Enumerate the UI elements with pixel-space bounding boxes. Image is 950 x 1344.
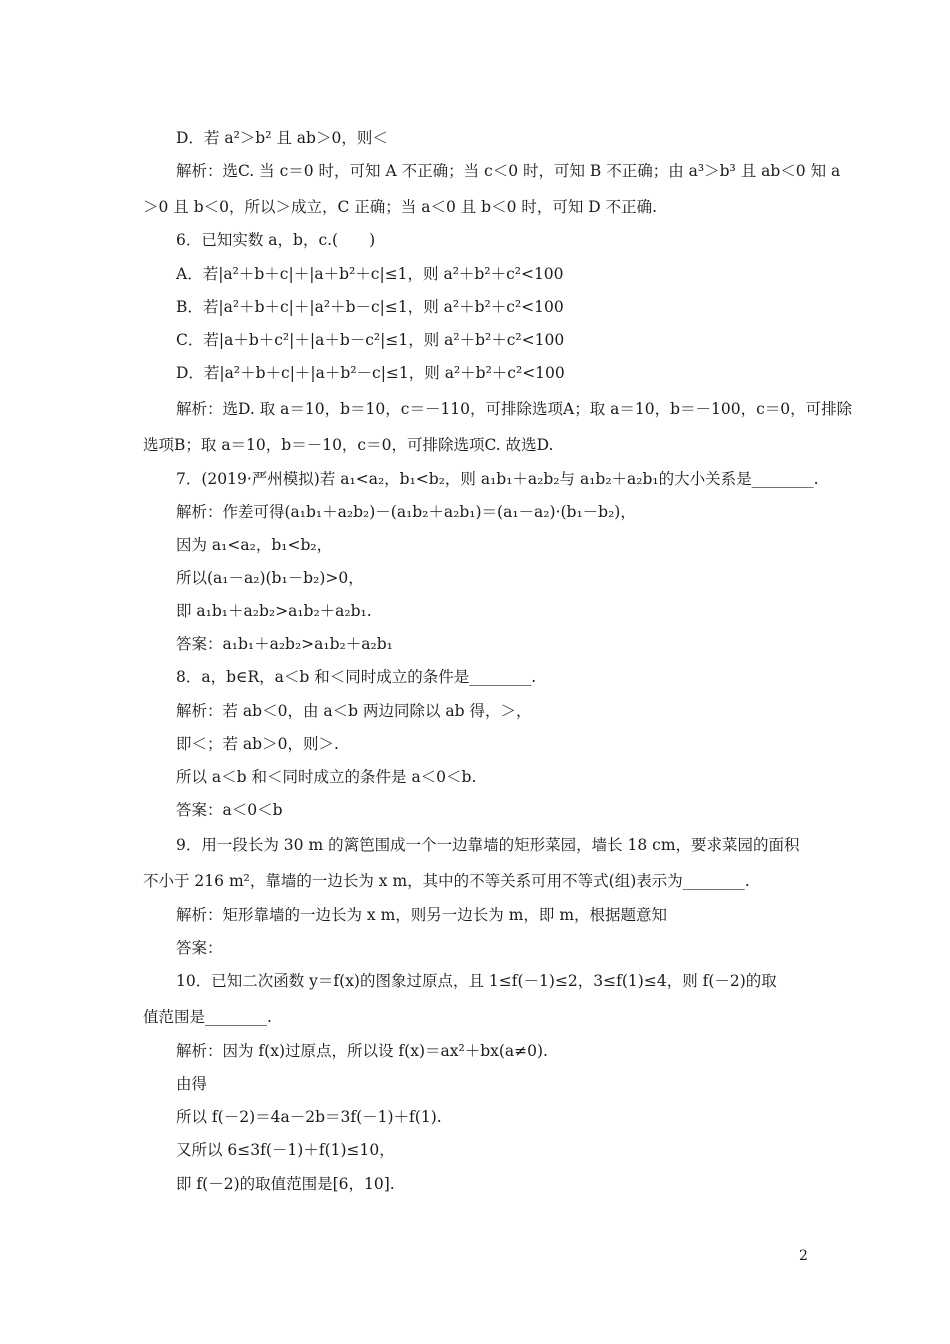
text-line: ＞0 且 b＜0，所以＞成立，C 正确；当 a＜0 且 b＜0 时，可知 D 不正确. (143, 198, 658, 216)
text-line: 解析：选C. 当 c＝0 时，可知 A 不正确；当 c＜0 时，可知 B 不正确；由 a³＞b³ 且 ab＜0 知 a (176, 162, 841, 180)
text-line: 选项B；取 a＝10，b＝－10，c＝0，可排除选项C. 故选D. (143, 436, 554, 454)
option-line: C．若|a＋b＋c²|＋|a＋b－c²|≤1，则 a²＋b²＋c²<100 (176, 331, 565, 349)
text-line: 即 a₁b₁＋a₂b₂>a₁b₂＋a₂b₁. (176, 602, 372, 620)
answer-line: 答案：a₁b₁＋a₂b₂>a₁b₂＋a₂b₁ (176, 635, 393, 653)
text-line: 所以 a＜b 和＜同时成立的条件是 a＜0＜b. (176, 768, 477, 786)
text-line: 所以 f(－2)＝4a－2b＝3f(－1)＋f(1). (176, 1108, 442, 1126)
text-line: 即 f(－2)的取值范围是[6，10]. (176, 1175, 395, 1193)
text-line: 又所以 6≤3f(－1)＋f(1)≤10， (176, 1141, 395, 1159)
text-line: 解析：因为 f(x)过原点，所以设 f(x)＝ax²＋bx(a≠0). (176, 1042, 548, 1060)
text-line: D．若 a²＞b² 且 ab＞0，则＜ (176, 129, 388, 147)
option-line: D．若|a²＋b＋c|＋|a＋b²－c|≤1，则 a²＋b²＋c²<100 (176, 364, 565, 382)
question-line: 不小于 216 m²，靠墙的一边长为 x m，其中的不等关系可用不等式(组)表示为________. (143, 872, 750, 890)
text-line: 解析：作差可得(a₁b₁＋a₂b₂)－(a₁b₂＋a₂b₁)＝(a₁－a₂)·(b₁－b₂)， (176, 503, 636, 521)
question-line: 6．已知实数 a，b，c.( ) (176, 231, 376, 249)
text-line: 因为 a₁<a₂，b₁<b₂， (176, 536, 333, 554)
answer-line: 答案： (176, 939, 223, 957)
question-line: 7．(2019·严州模拟)若 a₁<a₂，b₁<b₂，则 a₁b₁＋a₂b₂与 a₁b₂＋a₂b₁的大小关系是________. (176, 470, 819, 488)
text-line: 由得 (176, 1075, 208, 1093)
question-line: 8．a，b∈R，a＜b 和＜同时成立的条件是________. (176, 668, 537, 686)
question-line: 10．已知二次函数 y＝f(x)的图象过原点，且 1≤f(－1)≤2，3≤f(1)≤4，则 f(－2)的取 (176, 972, 777, 990)
question-line: 值范围是________. (143, 1008, 272, 1026)
text-line: 所以(a₁－a₂)(b₁－b₂)>0， (176, 569, 364, 587)
option-line: B．若|a²＋b＋c|＋|a²＋b－c|≤1，则 a²＋b²＋c²<100 (176, 298, 564, 316)
question-line: 9．用一段长为 30 m 的篱笆围成一个一边靠墙的矩形菜园，墙长 18 cm，要求菜园的面积 (176, 836, 800, 854)
page-number: 2 (799, 1248, 808, 1264)
option-line: A．若|a²＋b＋c|＋|a＋b²＋c|≤1，则 a²＋b²＋c²<100 (176, 265, 564, 283)
text-line: 即＜；若 ab＞0，则＞. (176, 735, 339, 753)
text-line: 解析：矩形靠墙的一边长为 x m，则另一边长为 m，即 m，根据题意知 (176, 906, 668, 924)
answer-line: 答案：a＜0＜b (176, 801, 283, 819)
text-line: 解析：若 ab＜0，由 a＜b 两边同除以 ab 得，＞， (176, 702, 532, 720)
text-line: 解析：选D. 取 a＝10，b＝10，c＝－110，可排除选项A；取 a＝10，b＝－100，c＝0，可排除 (176, 400, 853, 418)
